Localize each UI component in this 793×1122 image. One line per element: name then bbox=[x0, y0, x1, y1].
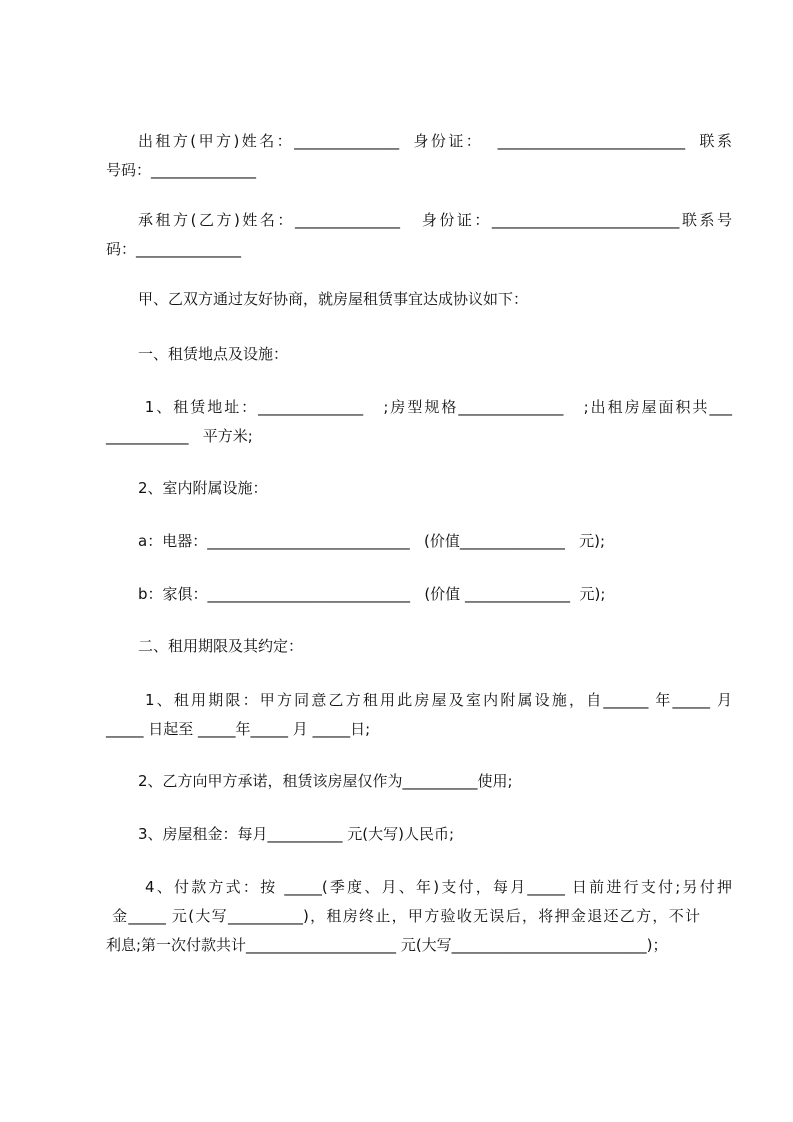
lease-term-line-2: _____ 日起至 _____年_____ 月 _____日; bbox=[106, 720, 371, 738]
lessee-line-1: 承租方(乙方)姓名：______________ 身份证：_________________________联系号 bbox=[138, 211, 732, 229]
lessor-line-2: 号码：______________ bbox=[106, 161, 257, 179]
payment-line-1: 4、付款方式：按 _____(季度、月、年)支付，每月_____ 日前进行支付;另付押 bbox=[138, 878, 732, 896]
rental-address-line-2: ___________ 平方米; bbox=[106, 427, 253, 445]
furniture-line: b：家俱：___________________________ (价值 ______________ 元); bbox=[138, 585, 606, 603]
rental-address-line-1: 1、租赁地址：______________ ;房型规格______________ ;出租房屋面积共___ bbox=[138, 398, 732, 416]
section-2-heading: 二、租用期限及其约定： bbox=[138, 637, 304, 655]
usage-line: 2、乙方向甲方承诺，租赁该房屋仅作为__________使用; bbox=[138, 772, 513, 790]
lease-term-line-1: 1、租用期限：甲方同意乙方租用此房屋及室内附属设施，自______ 年_____ 月 bbox=[138, 691, 732, 709]
rent-line: 3、房屋租金：每月__________ 元(大写)人民币; bbox=[138, 825, 455, 843]
intro-paragraph: 甲、乙双方通过友好协商，就房屋租赁事宜达成协议如下： bbox=[138, 290, 529, 308]
section-1-heading: 一、租赁地点及设施： bbox=[138, 345, 289, 363]
facilities-heading: 2、室内附属设施： bbox=[138, 479, 268, 497]
lessor-line-1: 出租方(甲方)姓名：______________ 身份证： _________________________ 联系 bbox=[138, 132, 732, 150]
payment-line-2: 金_____ 元(大写__________)，租房终止，甲方验收无误后，将押金退还乙方，不计 bbox=[106, 907, 700, 925]
appliances-line: a：电器：___________________________ (价值______________ 元); bbox=[138, 532, 606, 550]
lessee-line-2: 码：______________ bbox=[106, 240, 242, 258]
payment-line-3: 利息;第一次付款共计____________________ 元(大写__________________________)； bbox=[106, 936, 668, 954]
